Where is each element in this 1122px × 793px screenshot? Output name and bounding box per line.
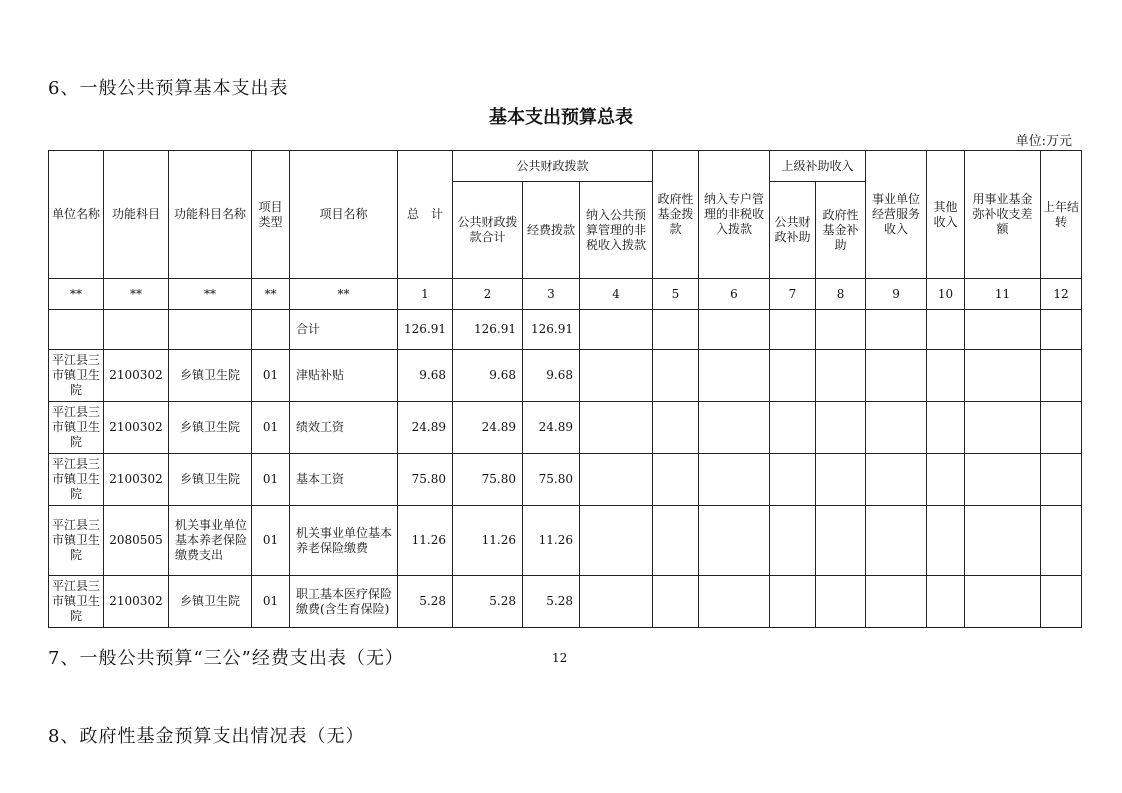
name-cell: 机关事业单位基本养老保险缴费支出 bbox=[169, 506, 252, 576]
type-cell: 01 bbox=[252, 576, 290, 628]
col-project-type: 项目类型 bbox=[252, 151, 290, 279]
section-heading-6: 6、一般公共预算基本支出表 bbox=[48, 78, 289, 99]
col-pf-total: 公共财政拨款合计 bbox=[453, 182, 523, 279]
table-title: 基本支出预算总表 bbox=[489, 107, 633, 128]
total-cell: 24.89 bbox=[398, 402, 453, 454]
index-cell: 11 bbox=[965, 279, 1041, 310]
code-cell: 2100302 bbox=[104, 350, 169, 402]
total-cell: 11.26 bbox=[398, 506, 453, 576]
index-cell: 8 bbox=[816, 279, 866, 310]
pf-expense-cell: 11.26 bbox=[523, 506, 580, 576]
col-total: 总 计 bbox=[398, 151, 453, 279]
table-row bbox=[49, 454, 1082, 506]
code-cell: 2080505 bbox=[104, 506, 169, 576]
pf-total-cell: 11.26 bbox=[453, 506, 523, 576]
col-superior: 上级补助收入 bbox=[770, 151, 866, 182]
type-cell: 01 bbox=[252, 506, 290, 576]
index-row bbox=[49, 279, 1082, 310]
unit-cell: 平江县三市镇卫生院 bbox=[49, 402, 104, 454]
pf-total-cell: 5.28 bbox=[453, 576, 523, 628]
col-carryover: 上年结转 bbox=[1041, 151, 1082, 279]
index-cell: 3 bbox=[523, 279, 580, 310]
type-cell: 01 bbox=[252, 350, 290, 402]
index-cell: 5 bbox=[653, 279, 699, 310]
total-row bbox=[49, 310, 1082, 350]
col-service-income: 事业单位经营服务收入 bbox=[866, 151, 927, 279]
unit-label: 单位:万元 bbox=[1015, 134, 1072, 149]
col-pf-expense: 经费拨款 bbox=[523, 182, 580, 279]
code-cell: 2100302 bbox=[104, 402, 169, 454]
col-deficit: 用事业基金弥补收支差额 bbox=[965, 151, 1041, 279]
total-pf-expense: 126.91 bbox=[523, 310, 580, 350]
name-cell: 乡镇卫生院 bbox=[169, 576, 252, 628]
unit-cell: 平江县三市镇卫生院 bbox=[49, 454, 104, 506]
table-row bbox=[49, 576, 1082, 628]
table-row bbox=[49, 350, 1082, 402]
total-label: 合计 bbox=[290, 310, 398, 350]
section-heading-8: 8、政府性基金预算支出情况表（无） bbox=[48, 726, 365, 747]
unit-cell: 平江县三市镇卫生院 bbox=[49, 506, 104, 576]
project-cell: 职工基本医疗保险缴费(含生育保险) bbox=[290, 576, 398, 628]
total-cell: 9.68 bbox=[398, 350, 453, 402]
index-cell: ** bbox=[252, 279, 290, 310]
type-cell: 01 bbox=[252, 454, 290, 506]
total-pf-total: 126.91 bbox=[453, 310, 523, 350]
total-total: 126.91 bbox=[398, 310, 453, 350]
basic-expenditure-table bbox=[48, 150, 1082, 628]
col-project-name: 项目名称 bbox=[290, 151, 398, 279]
project-cell: 绩效工资 bbox=[290, 402, 398, 454]
section-heading-7: 7、一般公共预算“三公”经费支出表（无） bbox=[48, 648, 404, 669]
project-cell: 津贴补贴 bbox=[290, 350, 398, 402]
code-cell: 2100302 bbox=[104, 576, 169, 628]
pf-total-cell: 75.80 bbox=[453, 454, 523, 506]
pf-expense-cell: 75.80 bbox=[523, 454, 580, 506]
col-pf-nontax: 纳入公共预算管理的非税收入拨款 bbox=[580, 182, 653, 279]
index-cell: 2 bbox=[453, 279, 523, 310]
pf-total-cell: 24.89 bbox=[453, 402, 523, 454]
type-cell: 01 bbox=[252, 402, 290, 454]
project-cell: 机关事业单位基本养老保险缴费 bbox=[290, 506, 398, 576]
col-special-nontax: 纳入专户管理的非税收入拨款 bbox=[699, 151, 770, 279]
name-cell: 乡镇卫生院 bbox=[169, 402, 252, 454]
col-gov-fund: 政府性基金拨款 bbox=[653, 151, 699, 279]
name-cell: 乡镇卫生院 bbox=[169, 454, 252, 506]
index-cell: 4 bbox=[580, 279, 653, 310]
index-cell: ** bbox=[290, 279, 398, 310]
project-cell: 基本工资 bbox=[290, 454, 398, 506]
index-cell: 1 bbox=[398, 279, 453, 310]
index-cell: ** bbox=[49, 279, 104, 310]
total-cell: 5.28 bbox=[398, 576, 453, 628]
index-cell: ** bbox=[169, 279, 252, 310]
col-func-subject-name: 功能科目名称 bbox=[169, 151, 252, 279]
pf-expense-cell: 9.68 bbox=[523, 350, 580, 402]
col-unit-name: 单位名称 bbox=[49, 151, 104, 279]
page-number: 12 bbox=[552, 651, 568, 665]
col-func-subject: 功能科目 bbox=[104, 151, 169, 279]
col-sup-public: 公共财政补助 bbox=[770, 182, 816, 279]
index-cell: 7 bbox=[770, 279, 816, 310]
index-cell: ** bbox=[104, 279, 169, 310]
col-sup-gov: 政府性基金补助 bbox=[816, 182, 866, 279]
table-row bbox=[49, 402, 1082, 454]
header-row-1 bbox=[49, 151, 1082, 182]
unit-cell: 平江县三市镇卫生院 bbox=[49, 350, 104, 402]
pf-expense-cell: 5.28 bbox=[523, 576, 580, 628]
col-public-finance: 公共财政拨款 bbox=[453, 151, 653, 182]
table-row bbox=[49, 506, 1082, 576]
index-cell: 6 bbox=[699, 279, 770, 310]
total-cell: 75.80 bbox=[398, 454, 453, 506]
index-cell: 12 bbox=[1041, 279, 1082, 310]
code-cell: 2100302 bbox=[104, 454, 169, 506]
index-cell: 9 bbox=[866, 279, 927, 310]
name-cell: 乡镇卫生院 bbox=[169, 350, 252, 402]
col-other-income: 其他收入 bbox=[927, 151, 965, 279]
index-cell: 10 bbox=[927, 279, 965, 310]
unit-cell: 平江县三市镇卫生院 bbox=[49, 576, 104, 628]
pf-total-cell: 9.68 bbox=[453, 350, 523, 402]
pf-expense-cell: 24.89 bbox=[523, 402, 580, 454]
